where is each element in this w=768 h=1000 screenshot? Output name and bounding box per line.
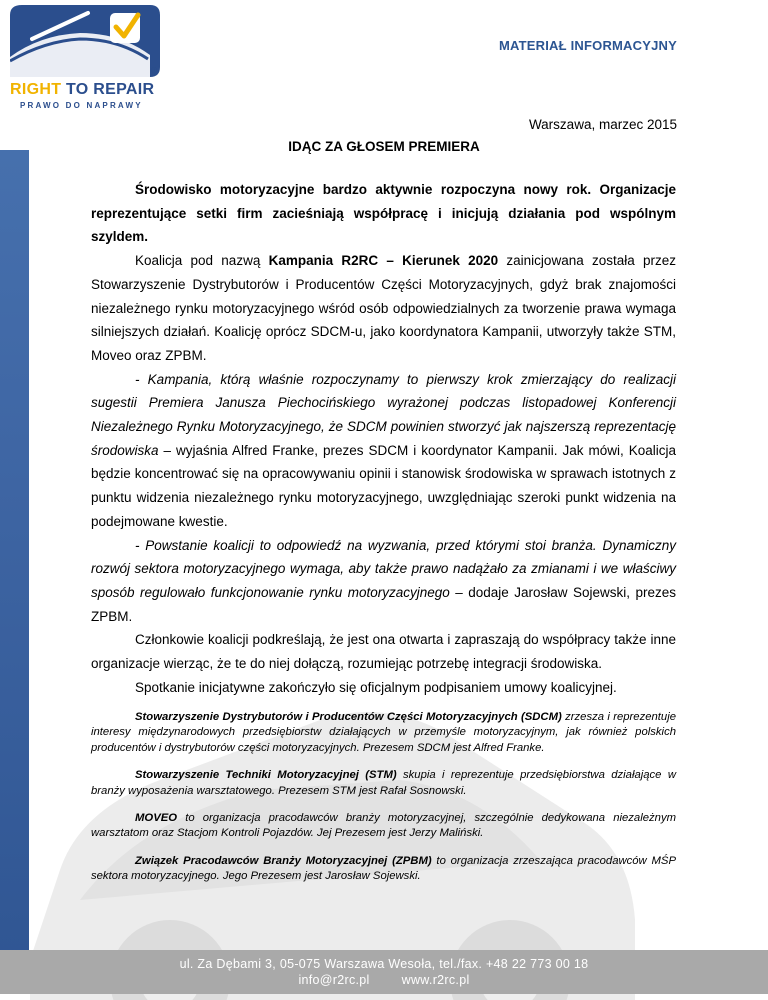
note-zpbm-text: to organizacja zrzeszająca pracodawców MŚP sektora motoryzacyjnego. Jego Prezesem jest Jarosław Sojewski. bbox=[91, 854, 676, 883]
footer-address: ul. Za Dębami 3, 05-075 Warszawa Wesoła, tel./fax. +48 22 773 00 18 bbox=[179, 957, 589, 971]
campaign-name: Kampania R2RC – Kierunek 2020 bbox=[268, 253, 499, 269]
paragraph-2 bbox=[91, 368, 676, 534]
note-zpbm bbox=[91, 854, 676, 885]
paragraph-5: Spotkanie inicjatywne zakończyło się oficjalnym podpisaniem umowy koalicyjnej. bbox=[135, 679, 617, 695]
note-zpbm-name: Związek Pracodawców Branży Motoryzacyjnej (ZPBM) bbox=[135, 854, 432, 867]
note-moveo-text: to organizacja pracodawców branży motoryzacyjnej, szczególnie dedykowana niezależnym warsztatom oraz Stacjom Kontroli Pojazdów. Jej Prezesem jest Jerzy Maliński. bbox=[91, 812, 676, 840]
note-stm bbox=[91, 768, 676, 799]
note-stm-text: skupia i reprezentuje przedsiębiorstwa działające w branży wyposażenia warsztatowego. Prezesem STM jest Rafał Sosnowski. bbox=[91, 769, 676, 797]
p3-attribution: – dodaje Jarosław Sojewski, prezes ZPBM. bbox=[91, 584, 676, 624]
lead-paragraph bbox=[91, 178, 676, 249]
car-hood-check-icon bbox=[10, 5, 160, 77]
footer-email-link[interactable]: info@r2rc.pl bbox=[298, 973, 370, 987]
note-moveo-name: MOVEO bbox=[135, 812, 178, 825]
document-category-label: MATERIAŁ INFORMACYJNY bbox=[498, 38, 677, 53]
lead-text: Środowisko motoryzacyjne bardzo aktywnie rozpoczyna nowy rok. Organizacje reprezentujące setki firm zacieśniają współpracę i inicjują działania pod wspólnym szyldem. bbox=[91, 182, 676, 245]
paragraph-1 bbox=[91, 249, 676, 368]
logo bbox=[10, 5, 160, 113]
paragraph-3 bbox=[91, 534, 676, 629]
p3-quote: - Powstanie koalicji to odpowiedź na wyzwania, przed którymi stoi branża. Dynamiczny rozwój sektora motoryzacyjnego wymaga, aby także prawo nadążało za zmianami i we właściwy sposób regulowało funkcjonowanie rynku motoryzacyjnego bbox=[91, 537, 676, 600]
registered-mark: ® bbox=[150, 66, 158, 75]
note-stm-name: Stowarzyszenie Techniki Motoryzacyjnej (STM) bbox=[135, 769, 397, 782]
footer-bar bbox=[0, 950, 768, 994]
note-sdcm-name: Stowarzyszenie Dystrybutorów i Producentów Części Motoryzacyjnych (SDCM) bbox=[135, 711, 562, 723]
p1-before: Koalicja pod nazwą bbox=[135, 253, 269, 269]
footer-website-link[interactable]: www.r2rc.pl bbox=[401, 973, 470, 987]
logo-title-to-repair: TO REPAIR bbox=[61, 81, 155, 98]
footer-contact bbox=[0, 973, 768, 987]
document-title: IDĄC ZA GŁOSEM PREMIERA bbox=[288, 139, 480, 154]
p2-attribution: – wyjaśnia Alfred Franke, prezes SDCM i koordynator Kampanii. Jak mówi, Koalicja będzie koncentrować się na opracowywaniu opinii i stanowisk środowiska w sprawach istotnych z punktu widzenia niezależnego rynku motoryzacyjnego, uwzględniając szeroki punkt widzenia na podejmowane kwestie. bbox=[91, 442, 676, 529]
document-body bbox=[91, 178, 676, 699]
note-sdcm-text: zrzesza i reprezentuje interesy międzynarodowych przedsiębiorstw działających w przemyśle motoryzacyjnym, jak również polskich producentów i dystrybutorów części motoryzacyjnych. Prezesem SDCM jest Alfred Franke. bbox=[91, 711, 676, 754]
logo-title-right: RIGHT bbox=[10, 81, 62, 98]
paragraph-4: Członkowie koalicji podkreślają, że jest ona otwarta i zapraszają do współpracy także inne organizacje wierząc, że te do niej dołączą, rozumiejąc potrzebę integracji środowiska. bbox=[91, 632, 676, 672]
p1-after: zainicjowana została przez Stowarzyszenie Dystrybutorów i Producentów Części Motoryzacyjnych, gdyż brak znajomości niezależnego rynku motoryzacyjnego wśród osób odpowiedzialnych za tworzenie prawa wymaga silniejszych działań. Koalicję oprócz SDCM-u, jako koordynatora Kampanii, utworzyły także STM, Moveo oraz ZPBM. bbox=[91, 253, 677, 363]
note-sdcm bbox=[91, 710, 676, 756]
logo-subtitle: PRAWO DO NAPRAWY bbox=[20, 101, 143, 110]
logo-title bbox=[10, 81, 154, 99]
organization-notes bbox=[91, 710, 676, 897]
note-moveo bbox=[91, 811, 676, 842]
dateline: Warszawa, marzec 2015 bbox=[528, 117, 677, 132]
p2-quote: - Kampania, którą właśnie rozpoczynamy to pierwszy krok zmierzający do realizacji sugestii Premiera Janusza Piechocińskiego wyrażonej podczas listopadowej Konferencji Niezależnego Rynku Motoryzacyjnego, że SDCM powinien stworzyć jak najszerszą reprezentację środowiska bbox=[91, 371, 676, 458]
